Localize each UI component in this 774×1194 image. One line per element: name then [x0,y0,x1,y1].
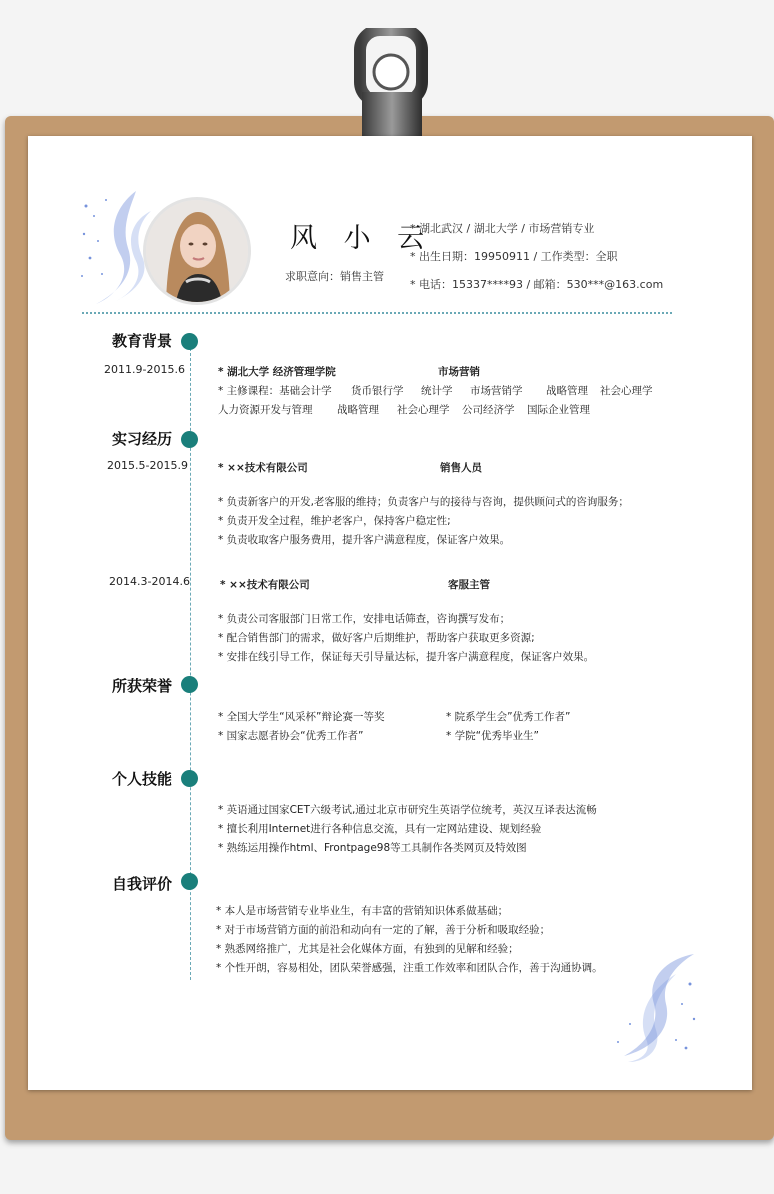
course-item: 国际企业管理 [527,404,590,416]
skill-item: * 熟练运用操作html、Frontpage98等工具制作各类网页及特效图 [218,842,527,854]
course-item: 货币银行学 [351,385,404,397]
internship-date: 2014.3-2014.6 [109,575,190,588]
course-item: 战略管理 [546,385,588,397]
course-item: 市场营销学 [470,385,523,397]
timeline-dot [181,333,198,350]
duty-item: * 配合销售部门的需求，做好客户后期维护，帮助客户获取更多资源; [218,632,535,644]
self-item: * 对于市场营销方面的前沿和动向有一定的了解，善于分析和吸取经验； [216,924,551,936]
honor-item: * 院系学生会”优秀工作者” [446,711,571,723]
internship-company: * ××技术有限公司 [220,579,310,591]
avatar [143,197,251,305]
section-title-skills: 个人技能 [112,770,173,788]
section-title-honors: 所获荣誉 [112,677,173,695]
course-item: 人力资源开发与管理 [218,404,313,416]
skill-item: * 英语通过国家CET六级考试,通过北京市研究生英语学位统考，英汉互译表达流畅 [218,804,597,816]
candidate-name: 风 小 云 [290,223,434,254]
honor-item: * 全国大学生“风采杯”辩论赛一等奖 [218,711,385,723]
education-date: 2011.9-2015.6 [104,363,185,376]
internship-role: 销售人员 [440,462,482,474]
course-item: 战略管理 [337,404,379,416]
duty-item: * 负责收取客户服务费用，提升客户满意程度，保证客户效果。 [218,534,511,546]
timeline-dot [181,431,198,448]
duty-item: * 安排在线引导工作，保证每天引导量达标，提升客户满意程度，保证客户效果。 [218,651,595,663]
header-divider [82,312,672,314]
education-school: * 湖北大学 经济管理学院 [218,366,336,378]
internship-date: 2015.5-2015.9 [107,459,188,472]
skill-item: * 擅长利用Internet进行各种信息交流，具有一定网站建设、规划经验 [218,823,542,835]
duty-item: * 负责新客户的开发,老客服的维持；负责客户与的接待与咨询，提供顾问式的咨询服务； [218,496,629,508]
section-title-internship: 实习经历 [112,430,173,448]
duty-item: * 负责开发全过程，维护老客户，保持客户稳定性; [218,515,451,527]
section-title-self: 自我评价 [112,875,173,893]
info-birthdate: * 出生日期：19950911 / 工作类型：全职 [410,250,618,263]
section-title-education: 教育背景 [112,332,173,350]
timeline-dot [181,676,198,693]
timeline-dot [181,873,198,890]
course-item: 社会心理学 [600,385,653,397]
self-item: * 熟悉网络推广，尤其是社会化媒体方面，有独到的见解和经验； [216,943,519,955]
self-item: * 本人是市场营销专业毕业生，有丰富的营销知识体系做基础； [216,905,509,917]
timeline-dot [181,770,198,787]
job-intent: 求职意向：销售主管 [285,270,384,283]
portrait-icon [146,200,248,302]
duty-item: * 负责公司客服部门日常工作，安排电话筛查，咨询撰写发布； [218,613,511,625]
internship-role: 客服主管 [448,579,490,591]
course-item: 公司经济学 [462,404,515,416]
education-major: 市场营销 [438,366,480,378]
ink-splash-bottom-right [606,944,700,1064]
course-item: 社会心理学 [397,404,450,416]
honor-item: * 学院“优秀毕业生” [446,730,539,742]
self-item: * 个性开朗，容易相处，团队荣誉感强，注重工作效率和团队合作，善于沟通协调。 [216,962,603,974]
course-item: 统计学 [421,385,453,397]
course-item: * 主修课程：基础会计学 [218,385,332,397]
info-contact: * 电话：15337****93 / 邮箱：530***@163.com [410,278,664,291]
internship-company: * ××技术有限公司 [218,462,308,474]
info-location: * 湖北武汉 / 湖北大学 / 市场营销专业 [410,222,595,235]
honor-item: * 国家志愿者协会“优秀工作者” [218,730,364,742]
